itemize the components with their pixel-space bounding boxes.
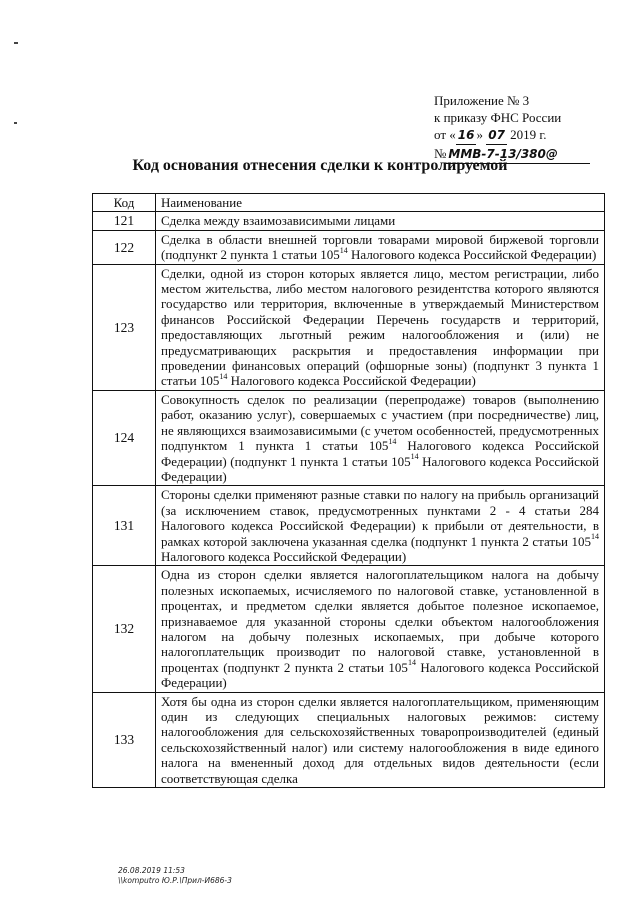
description-text: Хотя бы одна из сторон сделки является налогоплательщиком, применяющим один из следующих специальных налоговых режимов: систему налогообложения для сельскохозяйственных товаропроизводителей (единый сельскохозяйственный налог) или систему налогообложения в виде единого налога на вмененный доход для отдельных видов деятельности (если соответствующая сделка [161, 693, 599, 786]
table-row [93, 390, 605, 485]
article-superscript: 14 [407, 658, 416, 668]
table-row [93, 264, 605, 390]
row-description [156, 566, 605, 692]
description-text: Налогового кодекса Российской Федерации) [161, 548, 407, 564]
document-title: Код основания отнесения сделки к контролируемой [132, 157, 508, 174]
row-description [156, 486, 605, 566]
article-superscript: 14 [339, 245, 348, 255]
codes-table [92, 193, 605, 788]
article-superscript: 14 [410, 452, 419, 462]
appendix-number: № ММВ-7-13/380@ [434, 145, 590, 164]
table-row [93, 230, 605, 264]
article-superscript: 14 [591, 532, 599, 542]
appendix-block [434, 92, 590, 164]
article-superscript: 14 [219, 372, 228, 382]
row-description [156, 230, 605, 264]
row-code: 121 [93, 212, 156, 230]
file-footer: 26.08.2019 11:53 \\komputro Ю.Р.\Прил-И686-3 [118, 866, 232, 885]
handwritten-number: ММВ-7-13/380@ [446, 146, 590, 164]
description-text: Одна из сторон сделки является налогоплательщиком налога на добычу полезных ископаемых, исчисляемого по налоговой ставке, установленной в процентах, и предметом сделки является добытое полезное ископаемое, признаваемое для указанной стороны сделки объектом налогообложения налогом на добычу полезных ископаемых, при добыче которого налогоплательщик производит по налоговой ставке, установленной в процентах (подпункт 2 пункта 2 статьи 105 [161, 567, 599, 675]
handwritten-day: 16 [456, 127, 477, 145]
margin-mark [14, 122, 17, 124]
row-code: 133 [93, 692, 156, 787]
row-description [156, 692, 605, 787]
table-row [93, 486, 605, 566]
table-row [93, 566, 605, 692]
description-text: Совокупность сделок по реализации (перепродаже) товаров (выполнению работ, оказанию услуг), совершаемых с участием (при посредничестве) лиц, не являющихся взаимозависимыми (с учетом особенностей, предусмотренных подпунктом 1 пункта 1 статьи 105 [161, 391, 599, 454]
description-text: Налогового кодекса Российской Федерации) [347, 247, 597, 263]
appendix-order: к приказу ФНС России [434, 110, 562, 125]
appendix-title: Приложение № 3 [434, 93, 530, 108]
description-text: Стороны сделки применяют разные ставки по налогу на прибыль организаций (за исключением ставок, предусмотренных пунктами 2 - 4 статьи 284 Налогового кодекса Российской Федерации) к прибыли от деятельности, в рамках которой заключена указанная сделка (подпункт 1 пункта 2 статьи 105 [161, 487, 599, 549]
row-code: 124 [93, 390, 156, 485]
row-description [156, 390, 605, 485]
table-row [93, 212, 605, 230]
description-text: Налогового кодекса Российской Федерации) (подпункт 1 пункта 1 статьи 105 [161, 438, 600, 469]
row-code: 122 [93, 230, 156, 264]
description-text: Сделка между взаимозависимыми лицами [161, 213, 396, 229]
description-text: Налогового кодекса Российской Федерации) [161, 659, 600, 691]
description-text: Сделки, одной из сторон которых является лицо, местом регистрации, либо местом жительства, либо местом налогового резидентства которого являются государство или территория, включенные в утверждаемый Министерством финансов Российской Федерации Перечень государств и территорий, предоставляющих льготный режим налогообложения и (или) не предусматривающих раскрытия и предоставления информации при проведении финансовых операций (офшорные зоны) (подпункт 3 пункта 1 статьи 105 [161, 265, 599, 389]
header-code: Код [93, 194, 156, 212]
row-description [156, 212, 605, 230]
appendix-date: от « 16 » 07 2019 г. [434, 126, 590, 145]
table-row [93, 692, 605, 787]
description-text: Сделка в области внешней торговли товарами мировой биржевой торговли (подпункт 2 пункта 1 статьи 105 [161, 231, 599, 263]
description-text: Налогового кодекса Российской Федерации) [227, 373, 476, 389]
margin-mark [14, 42, 18, 44]
row-code: 131 [93, 486, 156, 566]
table-header-row [93, 194, 605, 212]
row-code: 132 [93, 566, 156, 692]
description-text: Налогового кодекса Российской Федерации) [161, 453, 599, 484]
row-description [156, 264, 605, 390]
article-superscript: 14 [388, 436, 397, 446]
header-name: Наименование [156, 194, 605, 212]
handwritten-month: 07 [486, 127, 507, 145]
row-code: 123 [93, 264, 156, 390]
